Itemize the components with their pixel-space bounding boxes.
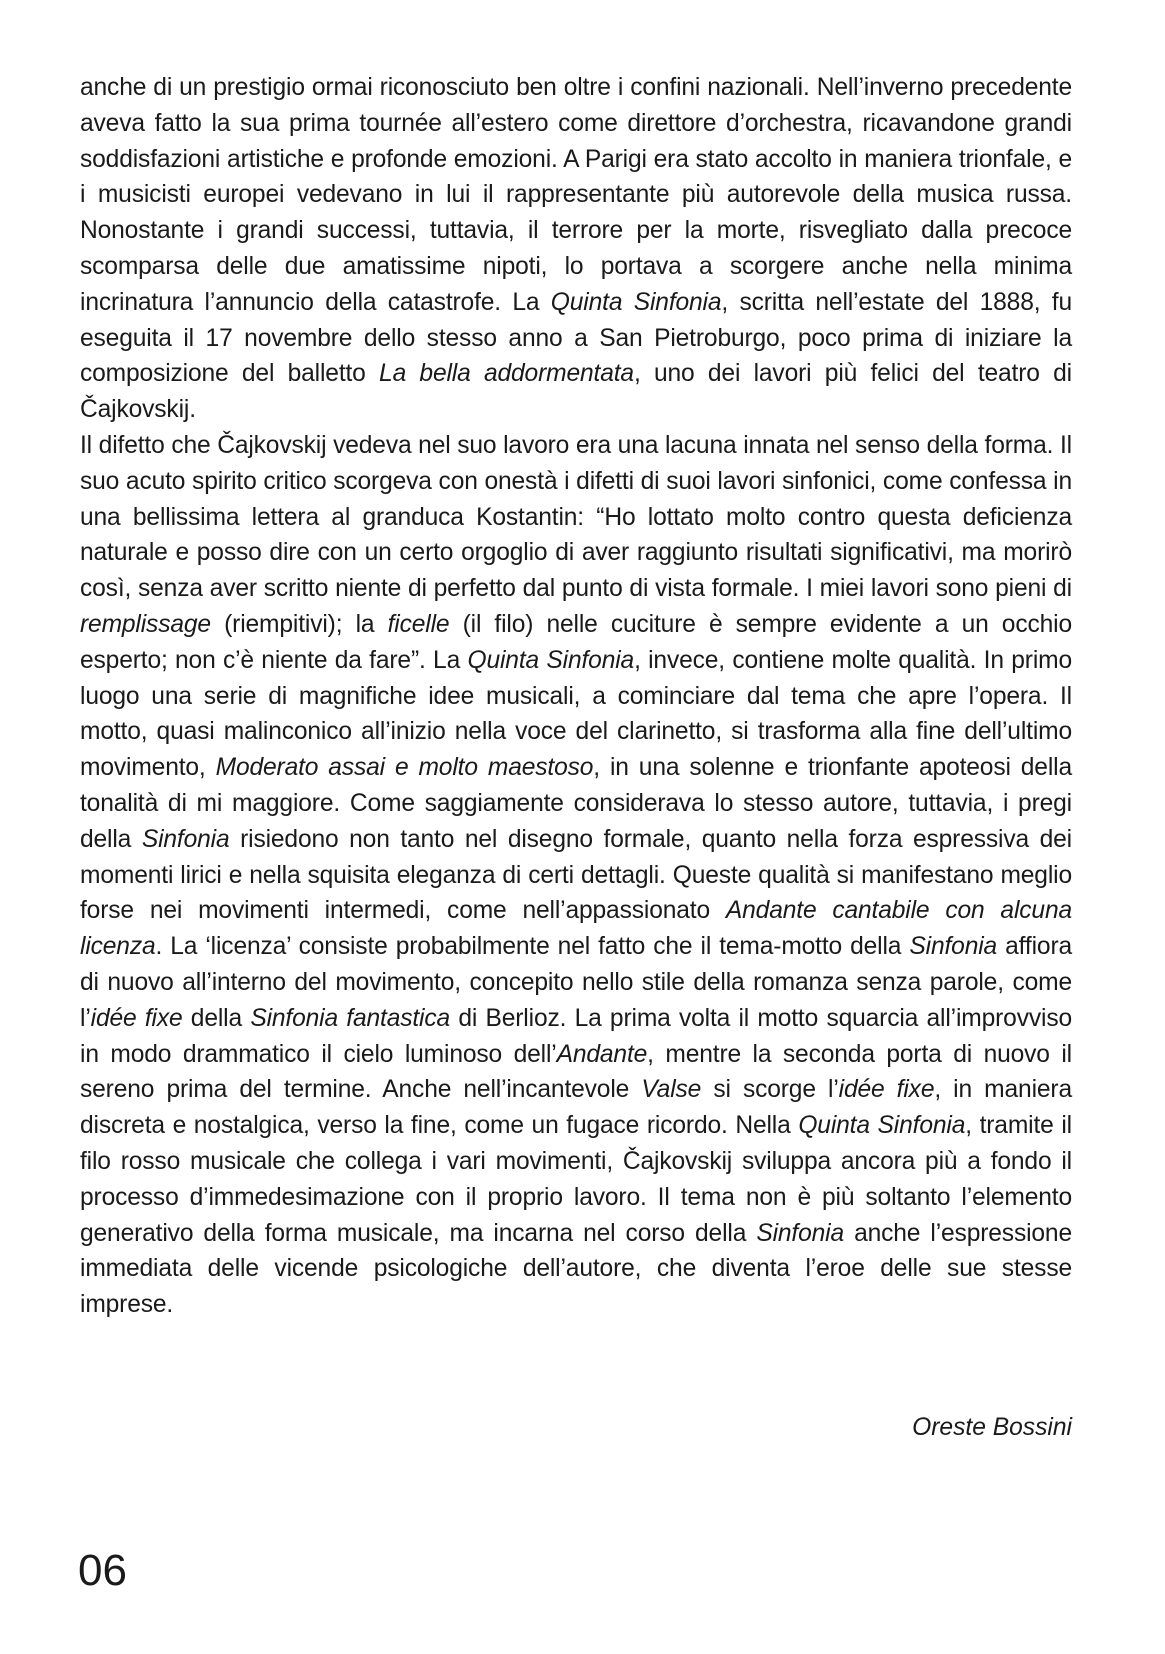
italic-text-run: Sinfonia	[756, 1219, 844, 1247]
italic-text-run: Sinfonia	[909, 933, 998, 961]
text-run: , tramite il filo rosso musicale che collega i vari movimenti, Čajkovskij sviluppa ancora più a fondo il processo d’immedesimazione con il proprio lavoro. Il tema non è più soltanto l’elemento generativo della forma musicale, ma incarna nel corso della	[80, 1112, 1072, 1247]
text-run: (il filo) nelle cuciture è sempre evidente a un occhio esperto; non c’è niente da fare”. La	[80, 610, 1072, 674]
text-run: , in maniera discreta e nostalgica, verso la fine, come un fugace ricordo. Nella	[80, 1076, 1072, 1140]
text-run: si scorge l’	[701, 1076, 839, 1104]
text-run: (riempitivi); la	[210, 610, 388, 638]
italic-text-run: idée fixe	[838, 1076, 935, 1104]
italic-text-run: Sinfonia	[141, 825, 230, 853]
italic-text-run: remplissage	[80, 610, 211, 638]
paragraph-1	[80, 70, 1072, 428]
paragraph-2	[80, 428, 1072, 1323]
italic-text-run: idée fixe	[90, 1004, 183, 1032]
text-run: , mentre la seconda porta di nuovo il sereno prima del termine. Anche nell’incantevole	[80, 1040, 1072, 1104]
italic-text-run: Andante cantabile con alcuna licenza	[80, 897, 1073, 961]
text-run: Il difetto che Čajkovskij vedeva nel suo lavoro era una lacuna innata nel senso della forma. Il suo acuto spirito critico scorgeva con onestà i difetti di suoi lavori sinfonici, come confessa in una bellissima lettera al granduca Kostantin: “Ho lottato molto contro questa deficienza naturale e posso dire con un certo orgoglio di aver raggiunto risultati significativi, ma morirò così, senza aver scritto niente di perfetto dal punto di vista formale. I miei lavori sono pieni di	[80, 431, 1072, 603]
text-run: risiedono non tanto nel disegno formale, quanto nella forza espressiva dei momenti lirici e nella squisita eleganza di certi dettagli. Queste qualità si manifestano meglio forse nei movimenti intermedi, come nell’appassionato	[80, 825, 1072, 925]
author-signature: Oreste Bossini	[912, 1414, 1072, 1441]
italic-text-run: Sinfonia fantastica	[250, 1004, 451, 1032]
italic-text-run: Quinta Sinfonia	[798, 1112, 966, 1140]
text-run: , scritta nell’estate del 1888, fu eseguita il 17 novembre dello stesso anno a San Pietroburgo, poco prima di iniziare la composizione del balletto	[80, 288, 1073, 388]
italic-text-run: Andante	[556, 1040, 648, 1068]
text-run: , uno dei lavori più felici del teatro di Čajkovskij.	[80, 360, 1072, 424]
text-run: della	[182, 1004, 251, 1032]
italic-text-run: Quinta Sinfonia	[467, 646, 635, 674]
text-run: anche l’espressione immediata delle vicende psicologiche dell’autore, che diventa l’eroe delle sue stesse imprese.	[80, 1219, 1072, 1319]
text-run: , invece, contiene molte qualità. In primo luogo una serie di magnifiche idee musicali, a cominciare dal tema che apre l’opera. Il motto, quasi malinconico all’inizio nella voce del clarinetto, si trasforma alla fine dell’ultimo movimento,	[80, 646, 1072, 782]
text-run: . La ‘licenza’ consiste probabilmente nel fatto che il tema-motto della	[155, 933, 910, 961]
italic-text-run: La bella addormentata	[379, 360, 634, 388]
article-body	[80, 70, 1072, 1323]
italic-text-run: Valse	[641, 1076, 702, 1104]
italic-text-run: Moderato assai e molto maestoso	[215, 754, 594, 782]
text-run: di Berlioz. La prima volta il motto squarcia all’improvviso in modo drammatico il cielo luminoso dell’	[80, 1004, 1072, 1068]
italic-text-run: Quinta Sinfonia	[550, 288, 722, 316]
text-run: , in una solenne e trionfante apoteosi della tonalità di mi maggiore. Come saggiamente considerava lo stesso autore, tuttavia, i pregi della	[80, 754, 1072, 853]
text-run: affiora di nuovo all’interno del movimento, concepito nello stile della romanza senza parole, come l’	[80, 933, 1073, 1032]
text-run: anche di un prestigio ormai riconosciuto ben oltre i confini nazionali. Nell’inverno precedente aveva fatto la sua prima tournée all’estero come direttore d’orchestra, ricavandone grandi soddisfazioni artistiche e profonde emozioni. A Parigi era stato accolto in maniera trionfale, e i musicisti europei vedevano in lui il rappresentante più autorevole della musica russa. Nonostante i grandi successi, tuttavia, il terrore per la morte, risvegliato dalla precoce scomparsa delle due amatissime nipoti, lo portava a scorgere anche nella minima incrinatura l’annuncio della catastrofe. La	[80, 74, 1072, 316]
page-number: 06	[78, 1546, 127, 1595]
italic-text-run: ficelle	[387, 610, 450, 638]
